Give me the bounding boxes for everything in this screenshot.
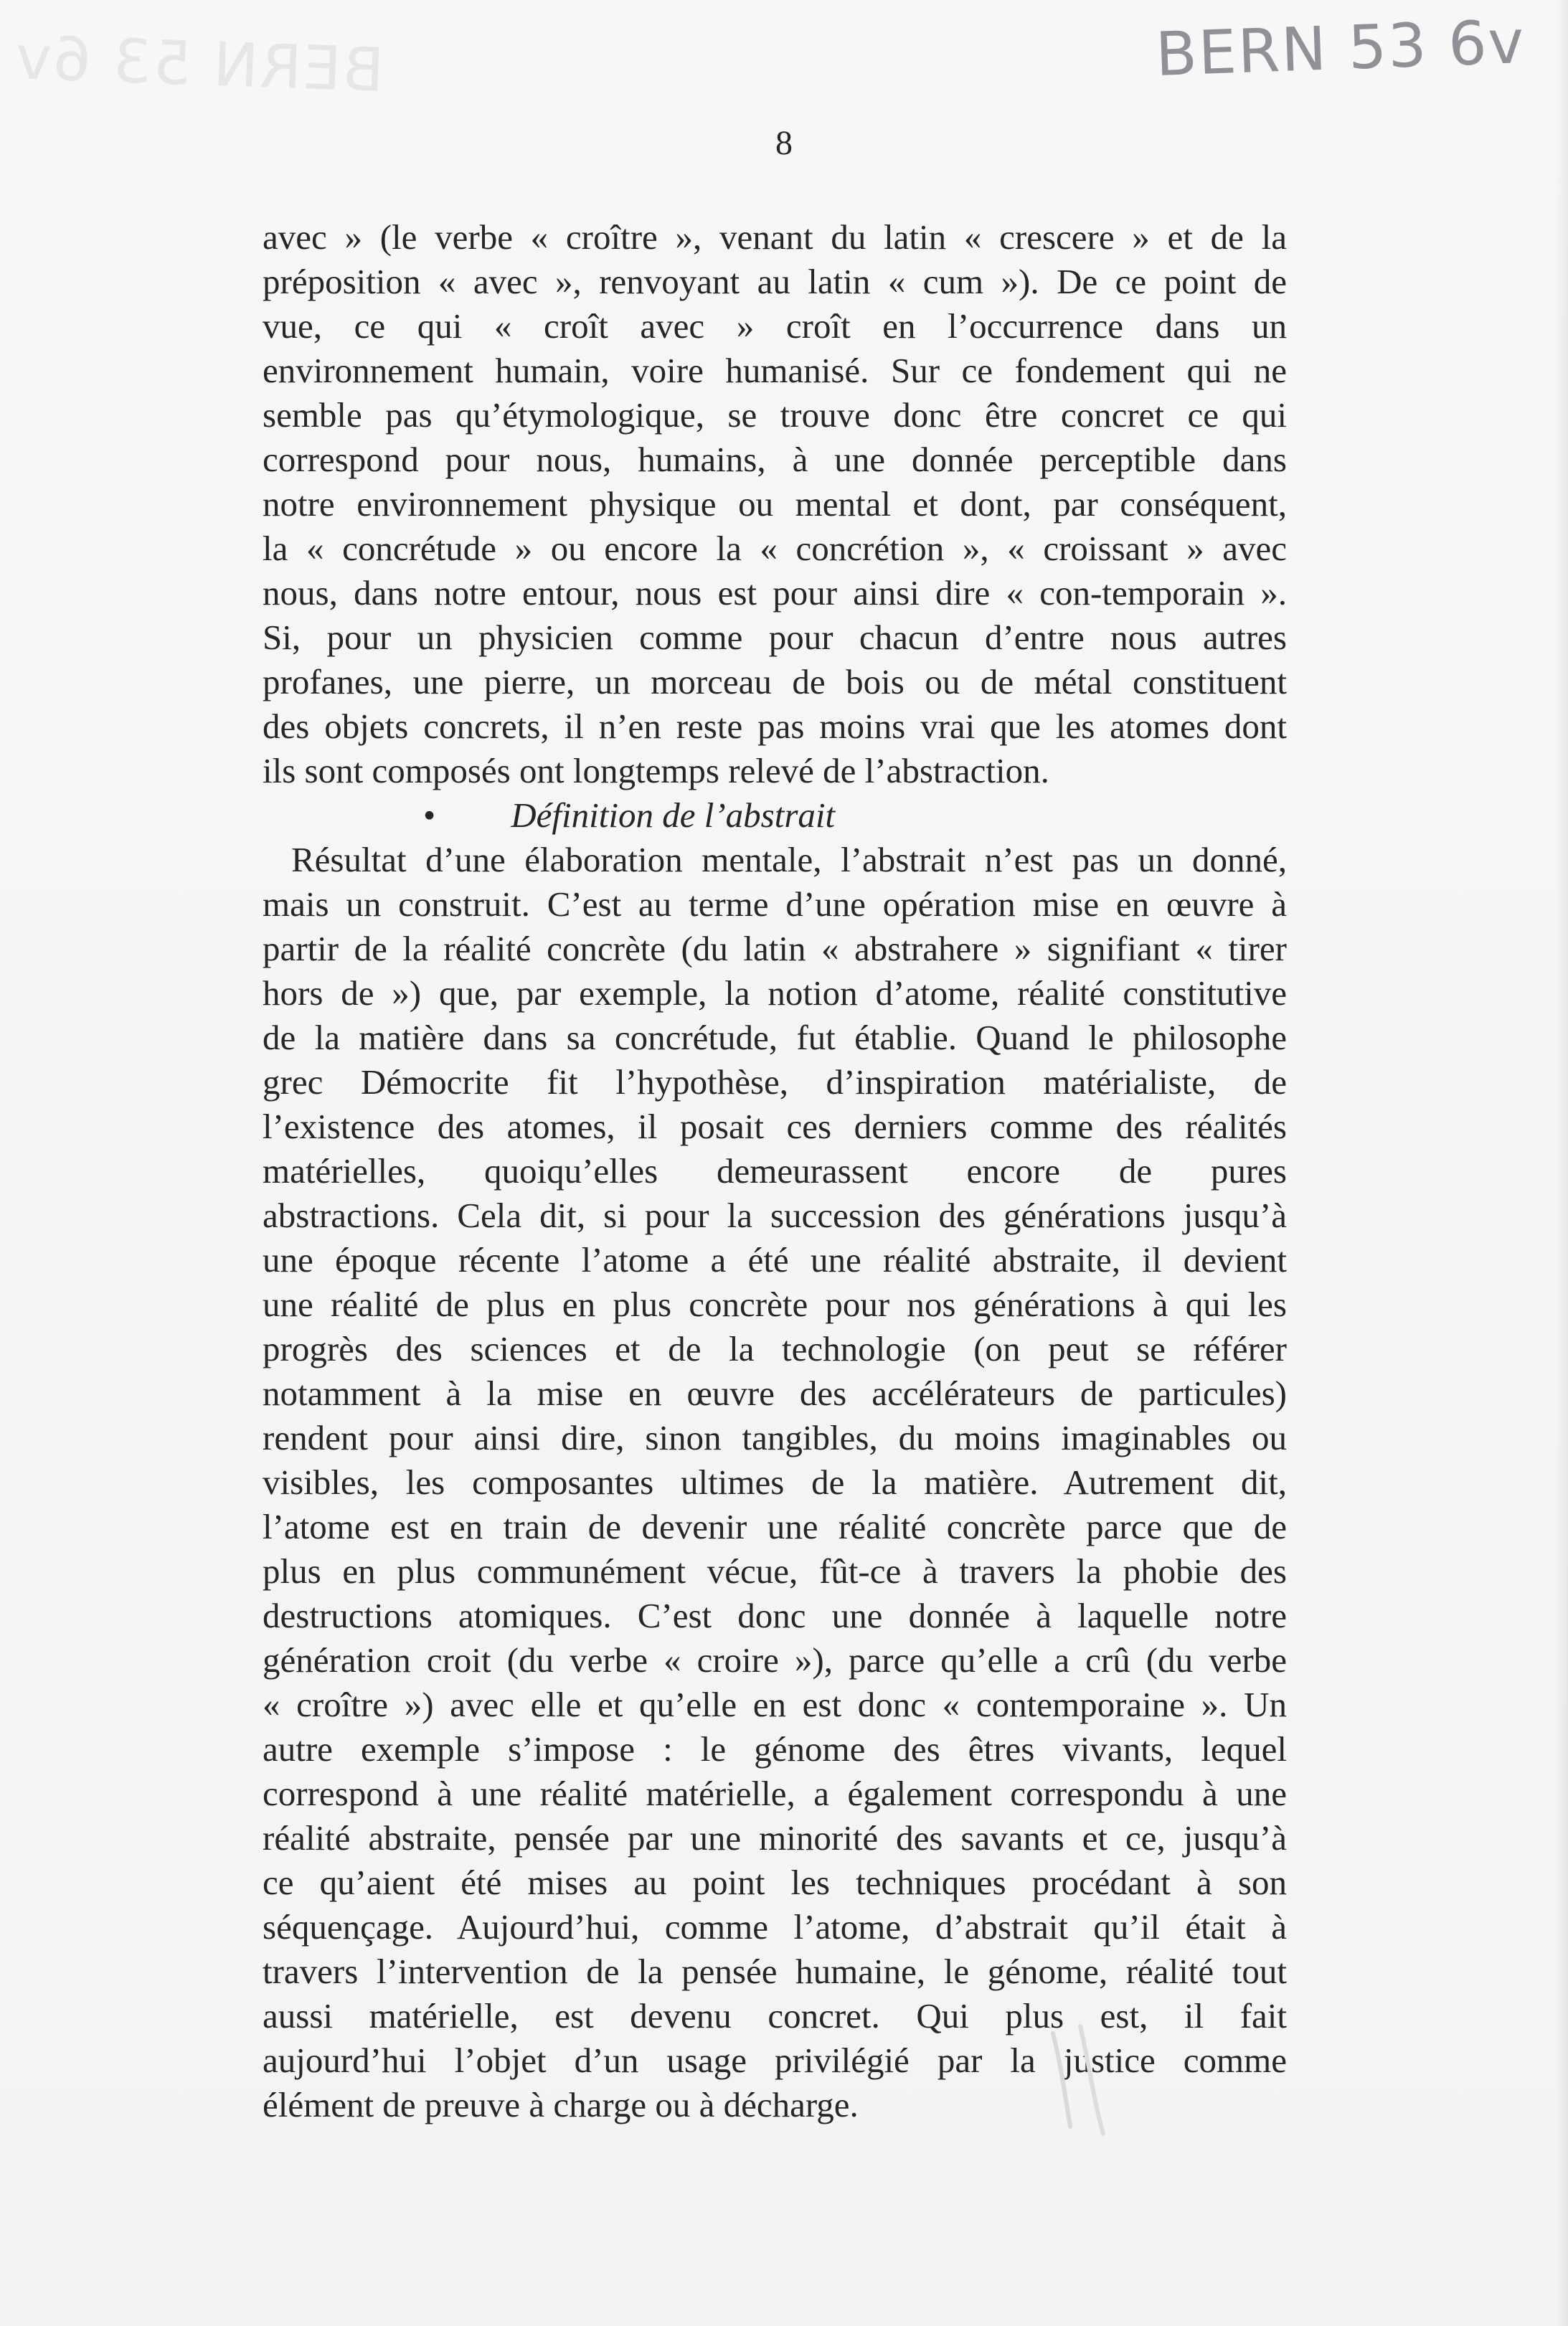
text-line: préposition « avec », renvoyant au latin « cum »). De ce point de bbox=[263, 262, 1287, 301]
text-line: hors de ») que, par exemple, la notion d’atome, réalité constitutive bbox=[263, 973, 1287, 1013]
text-line: vue, ce qui « croît avec » croît en l’occurrence dans un bbox=[263, 306, 1287, 346]
page-number: 8 bbox=[775, 124, 793, 162]
text-line: environnement humain, voire humanisé. Sur ce fondement qui ne bbox=[263, 351, 1287, 390]
text-line: partir de la réalité concrète (du latin « abstrahere » signifiant « tirer bbox=[263, 929, 1287, 968]
text-line: profanes, une pierre, un morceau de bois ou de métal constituent bbox=[263, 662, 1287, 701]
text-line: l’atome est en train de devenir une réalité concrète parce que de bbox=[263, 1507, 1287, 1546]
text-line: ils sont composés ont longtemps relevé de l’abstraction. bbox=[263, 751, 1049, 790]
section-heading bbox=[263, 793, 1287, 838]
text-line: matérielles, quoiqu’elles demeurassent encore de pures bbox=[263, 1151, 1287, 1191]
text-line: une époque récente l’atome a été une réalité abstraite, il devient bbox=[263, 1240, 1287, 1280]
page-edge-shadow bbox=[1555, 0, 1568, 2326]
text-line: la « concrétude » ou encore la « concrétion », « croissant » avec bbox=[263, 529, 1287, 568]
text-line: de la matière dans sa concrétude, fut établie. Quand le philosophe bbox=[263, 1018, 1287, 1057]
body-text bbox=[263, 215, 1287, 2127]
pencil-stroke bbox=[1080, 2026, 1103, 2134]
pencil-stroke bbox=[1053, 2033, 1070, 2127]
text-line: plus en plus communément vécue, fût-ce à travers la phobie des bbox=[263, 1551, 1287, 1591]
paragraph-1 bbox=[263, 215, 1287, 793]
text-line: Si, pour un physicien comme pour chacun d’entre nous autres bbox=[263, 618, 1287, 657]
text-line: ce qu’aient été mises au point les techniques procédant à son bbox=[263, 1863, 1287, 1902]
text-line: « croître ») avec elle et qu’elle en est donc « contemporaine ». Un bbox=[263, 1685, 1287, 1724]
text-line: autre exemple s’impose : le génome des êtres vivants, lequel bbox=[263, 1729, 1287, 1769]
text-line: semble pas qu’étymologique, se trouve donc être concret ce qui bbox=[263, 395, 1287, 435]
text-line: élément de preuve à charge ou à décharge. bbox=[263, 2085, 859, 2124]
text-line: notre environnement physique ou mental et dont, par conséquent, bbox=[263, 484, 1287, 524]
text-line: grec Démocrite fit l’hypothèse, d’inspiration matérialiste, de bbox=[263, 1062, 1287, 1102]
text-line: rendent pour ainsi dire, sinon tangibles, du moins imaginables ou bbox=[263, 1418, 1287, 1457]
text-line: l’existence des atomes, il posait ces derniers comme des réalités bbox=[263, 1107, 1287, 1146]
text-line: destructions atomiques. C’est donc une donnée à laquelle notre bbox=[263, 1596, 1287, 1635]
handwritten-annotation-text: BERN 53 6v bbox=[1154, 6, 1526, 90]
show-through-annotation bbox=[13, 22, 384, 105]
text-line: génération croit (du verbe « croire »), parce qu’elle a crû (du verbe bbox=[263, 1640, 1287, 1680]
text-line: mais un construit. C’est au terme d’une opération mise en œuvre à bbox=[263, 884, 1287, 924]
text-line: progrès des sciences et de la technologie (on peut se référer bbox=[263, 1329, 1287, 1368]
paragraph-2 bbox=[263, 838, 1287, 2127]
handwritten-archive-annotation bbox=[1154, 6, 1526, 90]
text-line: une réalité de plus en plus concrète pour nos générations à qui les bbox=[263, 1285, 1287, 1324]
show-through-annotation-text: BERN 53 6v bbox=[13, 22, 385, 105]
text-line: séquençage. Aujourd’hui, comme l’atome, d’abstrait qu’il était à bbox=[263, 1907, 1287, 1947]
text-line: notamment à la mise en œuvre des accélérateurs de particules) bbox=[263, 1374, 1287, 1413]
text-line: travers l’intervention de la pensée humaine, le génome, réalité tout bbox=[263, 1952, 1287, 1991]
faint-pencil-mark bbox=[1039, 2012, 1118, 2141]
bullet-icon: • bbox=[423, 795, 436, 835]
text-line: Résultat d’une élaboration mentale, l’abstrait n’est pas un donné, bbox=[291, 840, 1287, 879]
text-line: correspond à une réalité matérielle, a également correspondu à une bbox=[263, 1774, 1287, 1813]
text-line: correspond pour nous, humains, à une donnée perceptible dans bbox=[263, 440, 1287, 479]
text-line: réalité abstraite, pensée par une minorité des savants et ce, jusqu’à bbox=[263, 1818, 1287, 1858]
text-line: avec » (le verbe « croître », venant du latin « crescere » et de la bbox=[263, 217, 1287, 257]
text-line: abstractions. Cela dit, si pour la succession des générations jusqu’à bbox=[263, 1196, 1287, 1235]
text-line: aussi matérielle, est devenu concret. Qui plus est, il fait bbox=[263, 1996, 1287, 2036]
text-line: aujourd’hui l’objet d’un usage privilégié par la justice comme bbox=[263, 2041, 1287, 2080]
text-line: visibles, les composantes ultimes de la matière. Autrement dit, bbox=[263, 1462, 1287, 1502]
section-heading-title: Définition de l’abstrait bbox=[511, 795, 836, 835]
text-line: des objets concrets, il n’en reste pas moins vrai que les atomes dont bbox=[263, 706, 1287, 746]
text-line: nous, dans notre entour, nous est pour ainsi dire « con-temporain ». bbox=[263, 573, 1287, 613]
